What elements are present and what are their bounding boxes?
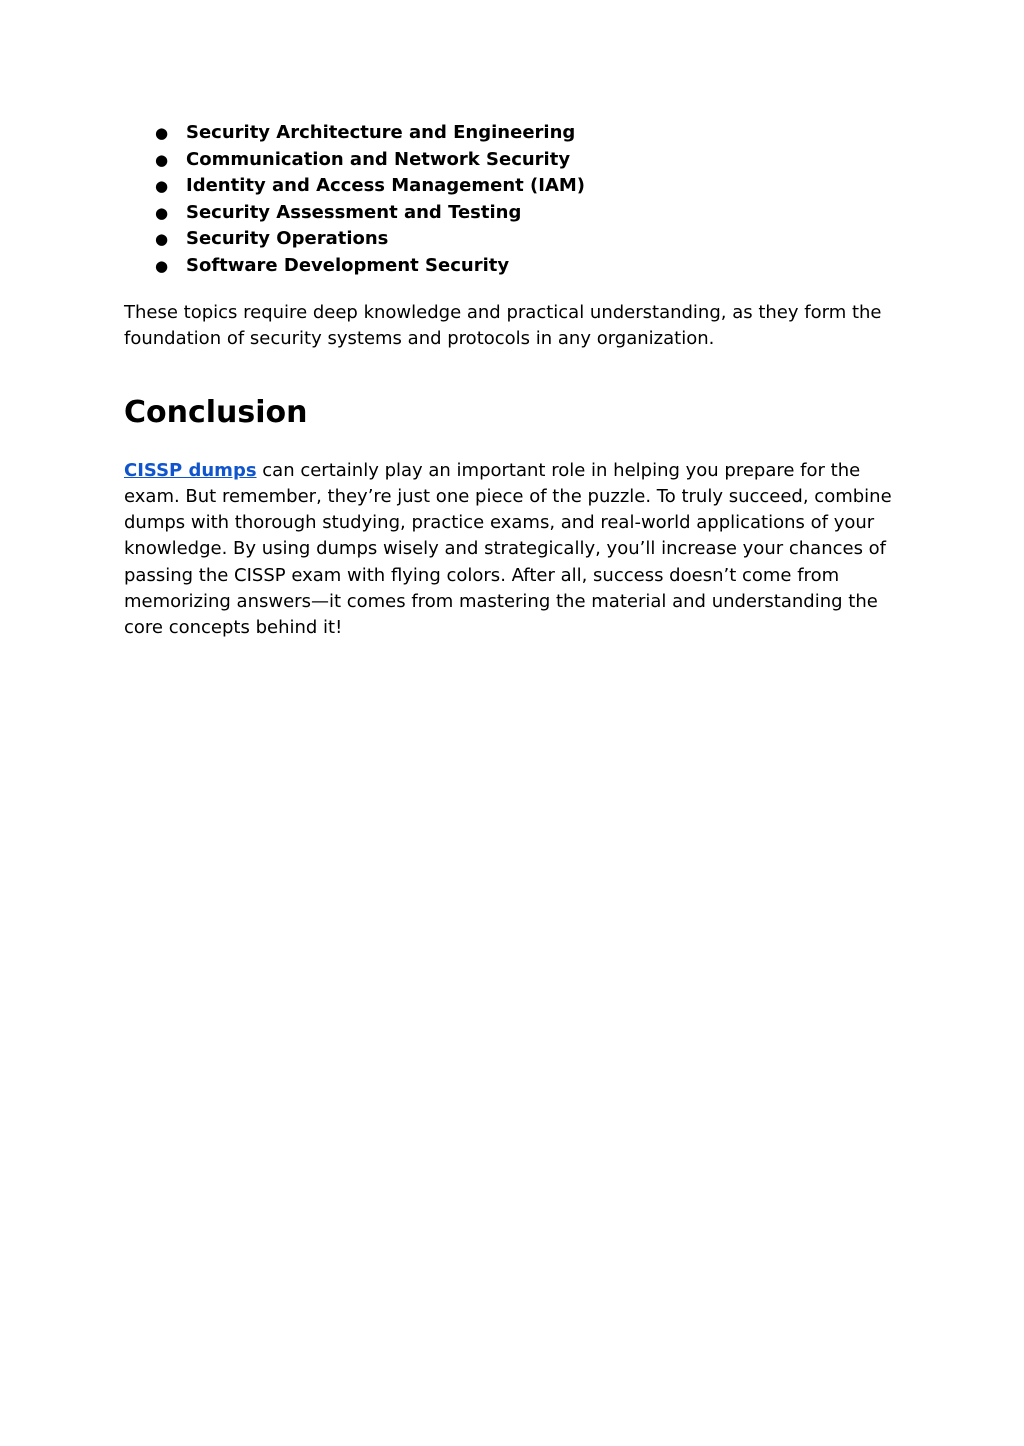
list-item-text: Identity and Access Management (IAM) <box>186 175 586 196</box>
list-item-text: Communication and Network Security <box>186 148 571 170</box>
bullet-icon: ● <box>155 124 169 142</box>
list-item <box>124 253 894 280</box>
topics-summary-paragraph: These topics require deep knowledge and practical understanding, as they form the foundation of security systems and protocols in any organization. <box>124 302 882 350</box>
bullet-icon: ● <box>155 256 169 275</box>
list-item <box>124 147 894 174</box>
list-item <box>124 226 894 253</box>
list-item-text: Software Development Security <box>186 254 510 276</box>
bullet-icon: ● <box>155 150 169 169</box>
conclusion-paragraph <box>124 458 894 642</box>
topic-list <box>124 120 894 279</box>
bullet-icon: ● <box>155 177 169 195</box>
list-item <box>124 173 894 200</box>
list-item-text: Security Operations <box>186 228 389 249</box>
bullet-icon: ● <box>155 203 169 222</box>
conclusion-heading: Conclusion <box>124 394 308 430</box>
list-item-text: Security Assessment and Testing <box>186 201 522 223</box>
list-item <box>124 200 894 227</box>
document-page <box>124 120 894 642</box>
list-item <box>124 120 894 147</box>
conclusion-body-text: can certainly play an important role in helping you prepare for the exam. But remember, they’re just one piece of the puzzle. To truly succeed, combine dumps with thorough studying, practice exams, and real-world applications of your knowledge. By using dumps wisely and strategically, you’ll increase your chances of passing the CISSP exam with flying colors. After all, success doesn’t come from memorizing answers—it comes from mastering the material and understanding the core concepts behind it! <box>124 459 892 639</box>
cissp-dumps-link[interactable]: CISSP dumps <box>124 459 257 481</box>
list-item-text: Security Architecture and Engineering <box>186 122 576 143</box>
bullet-icon: ● <box>155 230 169 248</box>
